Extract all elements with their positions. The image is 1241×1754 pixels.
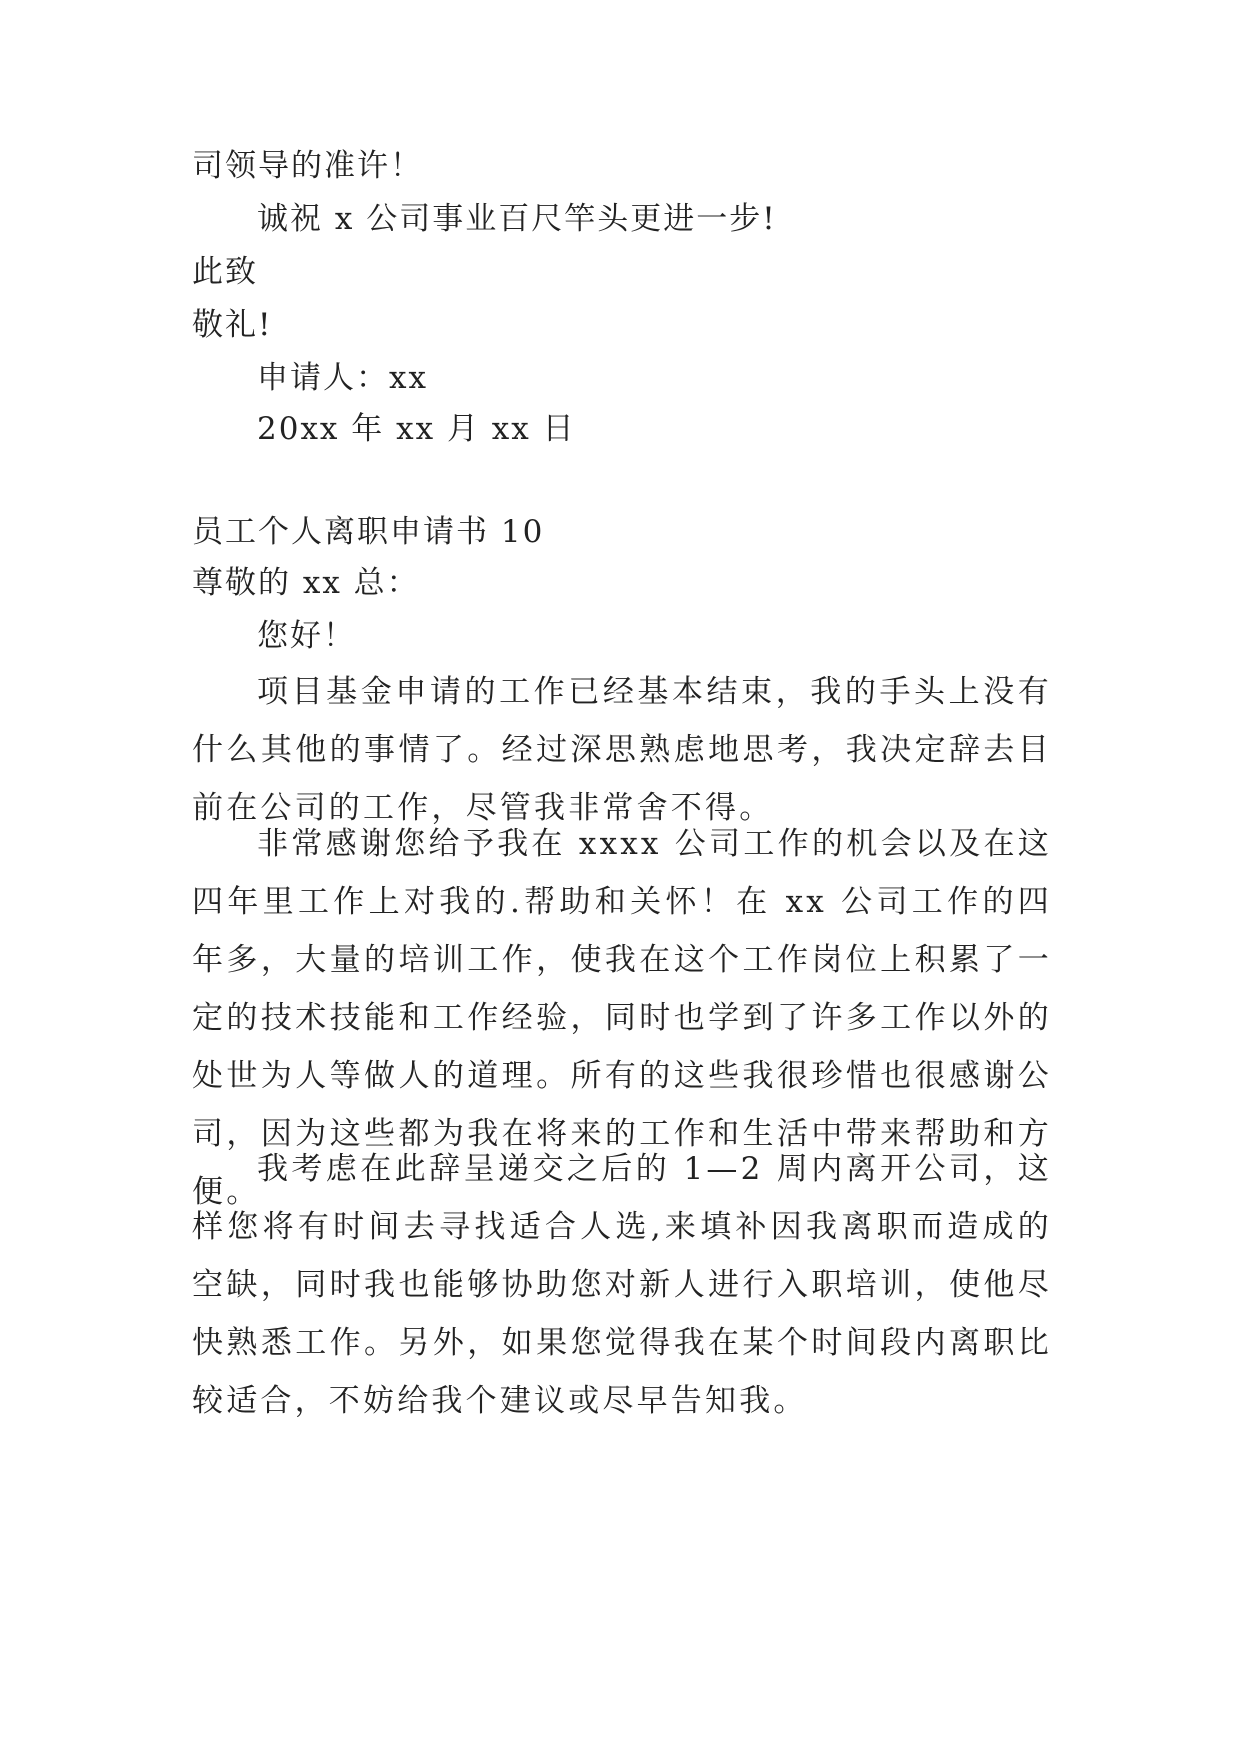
greeting-line: 您好！ [257,618,356,654]
date-line: 20xx 年 xx 月 xx 日 [257,411,576,447]
letter-title: 员工个人离职申请书 10 [192,514,545,550]
applicant-line: 申请人：xx [257,360,428,396]
body-paragraph-1: 项目基金申请的工作已经基本结束，我的手头上没有什么其他的事情了。经过深思熟虑地思考，我决定辞去目前在公司的工作，尽管我非常舍不得。 [192,674,1052,826]
wish-line: 诚祝 x 公司事业百尺竿头更进一步! [257,201,777,237]
body-paragraph-2: 非常感谢您给予我在 xxxx 公司工作的机会以及在这四年里工作上对我的.帮助和关怀！在 xx 公司工作的四年多，大量的培训工作，使我在这个工作岗位上积累了一定的技术技能和工作经验，同时也学到了许多工作以外的处世为人等做人的道理。所有的这些我很珍惜也很感谢公司，因为这些都为我在将来的工作和生活中带来帮助和方便。 [192,826,1052,1210]
closing-line: 司领导的准许！ [192,148,423,184]
body-paragraph-3: 我考虑在此辞呈递交之后的 1—2 周内离开公司，这样您将有时间去寻找适合人选,来填补因我离职而造成的空缺，同时我也能够协助您对新人进行入职培训，使他尽快熟悉工作。另外，如果您觉得我在某个时间段内离职比较适合，不妨给我个建议或尽早告知我。 [192,1151,1052,1419]
salutation-line-1: 此致 [192,254,258,290]
salutation-line-2: 敬礼! [192,307,273,343]
addressee-line: 尊敬的 xx 总： [192,565,420,601]
